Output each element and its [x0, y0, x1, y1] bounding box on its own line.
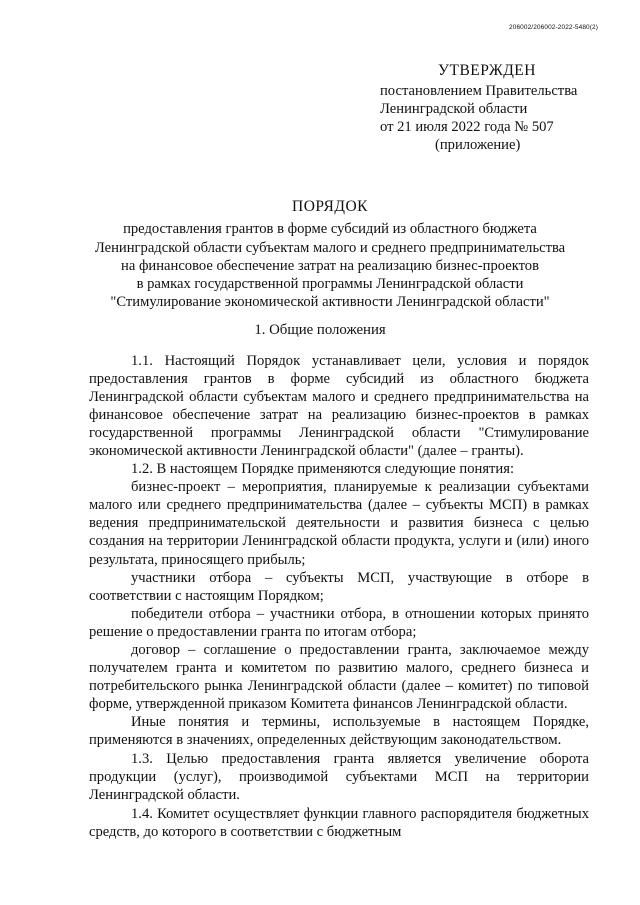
paragraph: победители отбора – участники отбора, в отношении которых принято решение о предоставлении гранта по итогам отбора; [89, 605, 589, 640]
approval-heading: УТВЕРЖДЕН [438, 62, 536, 79]
document-subtitle-line: Ленинградской области субъектам малого и среднего предпринимательства [94, 239, 566, 256]
document-body [89, 352, 589, 841]
approval-line: постановлением Правительства [380, 83, 578, 99]
paragraph: 1.4. Комитет осуществляет функции главного распорядителя бюджетных средств, до которого в соответствии с бюджетным [89, 806, 589, 841]
paragraph: участники отбора – субъекты МСП, участвующие в отборе в соответствии с настоящим Порядком; [89, 569, 589, 604]
document-registration-number: 206002/206002-2022-5480(2) [509, 24, 598, 31]
document-title: ПОРЯДОК [292, 198, 368, 215]
document-subtitle-line: "Стимулирование экономической активности Ленинградской области" [110, 294, 550, 311]
paragraph: Иные понятия и термины, используемые в настоящем Порядке, применяются в значениях, определенных действующим законодательством. [89, 713, 589, 748]
document-subtitle-line: предоставления грантов в форме субсидий из областного бюджета [123, 221, 537, 238]
approval-line: от 21 июля 2022 года № 507 [380, 119, 554, 135]
document-title-block [80, 198, 580, 312]
approval-line: (приложение) [435, 137, 521, 153]
paragraph: 1.1. Настоящий Порядок устанавливает цели, условия и порядок предоставления грантов в форме субсидий из областного бюджета Ленинградской области субъектам малого и среднего предпринимательства на финансовое обеспечение затрат на реализацию бизнес-проектов в рамках государственной программы Ленинградской области "Стимулирование экономической активности Ленинградской области" (далее – гранты). [89, 353, 589, 460]
document-subtitle-line: в рамках государственной программы Ленинградской области [136, 276, 524, 293]
approval-stamp [380, 62, 577, 154]
section-heading: 1. Общие положения [254, 322, 386, 338]
paragraph: 1.3. Целью предоставления гранта является увеличение оборота продукции (услуг), производимой субъектами МСП на территории Ленинградской области. [89, 751, 589, 804]
paragraph: бизнес-проект – мероприятия, планируемые к реализации субъектами малого или среднего предпринимательства (далее – субъекты МСП) в рамках ведения предпринимательской деятельности и развития бизнеса с целью создания на территории Ленинградской области продукта, услуги и (или) иного результата, приносящего прибыль; [89, 479, 589, 568]
paragraph: договор – соглашение о предоставлении гранта, заключаемое между получателем гранта и комитетом по развитию малого, среднего бизнеса и потребительского рынка Ленинградской области (далее – комитет) по типовой форме, утвержденной приказом Комитета финансов Ленинградской области. [89, 641, 589, 712]
paragraph: 1.2. В настоящем Порядке применяются следующие понятия: [131, 461, 515, 478]
approval-line: Ленинградской области [380, 101, 528, 117]
document-subtitle-line: на финансовое обеспечение затрат на реализацию бизнес-проектов [121, 257, 539, 274]
